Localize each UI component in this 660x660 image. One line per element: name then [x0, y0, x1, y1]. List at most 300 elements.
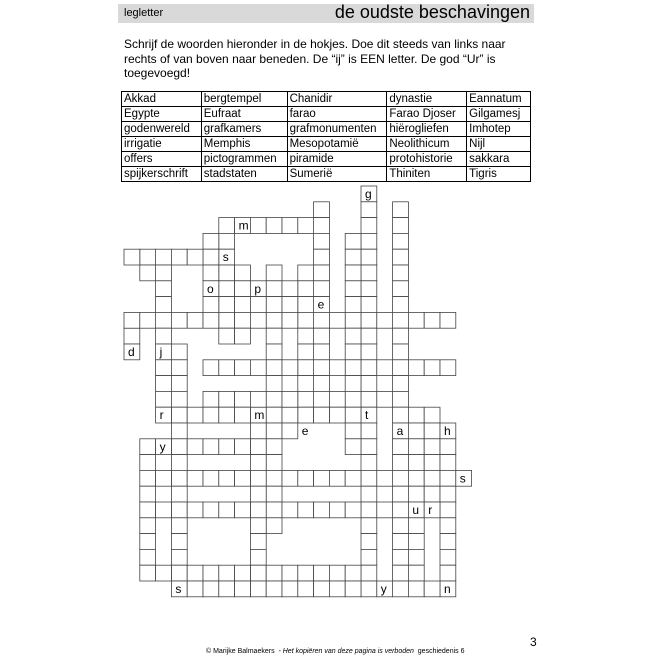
grid-cell[interactable] [345, 297, 361, 313]
grid-cell[interactable] [345, 265, 361, 281]
grid-cell[interactable] [345, 565, 361, 581]
grid-cell[interactable] [219, 439, 235, 455]
grid-cell[interactable] [203, 312, 219, 328]
grid-cell[interactable] [203, 233, 219, 249]
grid-cell[interactable] [171, 391, 187, 407]
grid-cell[interactable] [361, 328, 377, 344]
grid-cell[interactable] [345, 281, 361, 297]
grid-cell[interactable] [219, 470, 235, 486]
grid-cell[interactable] [235, 312, 251, 328]
grid-cell[interactable] [266, 407, 282, 423]
grid-cell[interactable] [377, 502, 393, 518]
grid-cell[interactable] [282, 581, 298, 597]
grid-cell[interactable] [298, 328, 314, 344]
grid-cell[interactable] [393, 328, 409, 344]
grid-cell[interactable] [298, 344, 314, 360]
grid-cell[interactable] [329, 391, 345, 407]
grid-cell[interactable] [393, 376, 409, 392]
grid-cell[interactable] [219, 502, 235, 518]
grid-cell[interactable] [266, 423, 282, 439]
grid-cell[interactable] [408, 439, 424, 455]
grid-cell[interactable] [345, 376, 361, 392]
grid-cell[interactable] [314, 391, 330, 407]
grid-cell[interactable] [266, 297, 282, 313]
grid-cell[interactable] [171, 486, 187, 502]
grid-cell[interactable] [250, 502, 266, 518]
grid-cell[interactable] [282, 565, 298, 581]
grid-cell[interactable] [361, 344, 377, 360]
grid-cell[interactable] [393, 549, 409, 565]
grid-cell[interactable] [124, 249, 140, 265]
grid-cell[interactable] [282, 391, 298, 407]
grid-cell[interactable] [235, 502, 251, 518]
grid-cell[interactable] [314, 281, 330, 297]
grid-letter: m [254, 408, 265, 423]
grid-cell[interactable] [171, 455, 187, 471]
grid-cell[interactable] [345, 581, 361, 597]
grid-cell[interactable] [250, 581, 266, 597]
grid-cell[interactable] [314, 376, 330, 392]
grid-cell[interactable] [329, 565, 345, 581]
grid-cell[interactable] [140, 312, 156, 328]
grid-cell[interactable] [219, 328, 235, 344]
grid-cell[interactable] [424, 455, 440, 471]
grid-cell[interactable] [156, 297, 172, 313]
grid-cell[interactable] [298, 470, 314, 486]
grid-cell[interactable] [361, 391, 377, 407]
grid-cell[interactable] [314, 344, 330, 360]
grid-letter: d [128, 345, 135, 359]
grid-cell[interactable] [361, 565, 377, 581]
grid-cell[interactable] [329, 470, 345, 486]
grid-cell[interactable] [266, 265, 282, 281]
grid-cell[interactable] [266, 328, 282, 344]
grid-cell[interactable] [393, 407, 409, 423]
grid-cell[interactable] [266, 518, 282, 534]
grid-cell[interactable] [393, 455, 409, 471]
grid-cell[interactable] [203, 502, 219, 518]
grid-cell[interactable] [187, 312, 203, 328]
grid-cell[interactable] [408, 407, 424, 423]
grid-cell[interactable] [219, 565, 235, 581]
grid-cell[interactable] [361, 233, 377, 249]
grid-cell[interactable] [266, 439, 282, 455]
grid-cell[interactable] [250, 565, 266, 581]
grid-cell[interactable] [361, 265, 377, 281]
grid-cell[interactable] [393, 233, 409, 249]
grid-cell[interactable] [345, 439, 361, 455]
grid-cell[interactable] [361, 502, 377, 518]
grid-cell[interactable] [314, 202, 330, 218]
grid-cell[interactable] [329, 407, 345, 423]
grid-cell[interactable] [329, 581, 345, 597]
grid-cell[interactable] [235, 297, 251, 313]
grid-cell[interactable] [298, 297, 314, 313]
grid-cell[interactable] [408, 486, 424, 502]
grid-cell[interactable] [266, 581, 282, 597]
grid-cell[interactable] [156, 344, 172, 360]
grid-cell[interactable] [203, 249, 219, 265]
grid-cell[interactable] [314, 407, 330, 423]
grid-cell[interactable] [393, 312, 409, 328]
grid-cell[interactable] [203, 565, 219, 581]
grid-cell[interactable] [314, 218, 330, 234]
grid-cell[interactable] [235, 328, 251, 344]
grid-cell[interactable] [250, 439, 266, 455]
grid-cell[interactable] [377, 312, 393, 328]
grid-cell[interactable] [187, 470, 203, 486]
grid-cell[interactable] [140, 549, 156, 565]
grid-cell[interactable] [361, 470, 377, 486]
grid-cell[interactable] [266, 455, 282, 471]
grid-cell[interactable] [440, 470, 456, 486]
grid-cell[interactable] [361, 249, 377, 265]
grid-cell[interactable] [203, 265, 219, 281]
grid-cell[interactable] [361, 439, 377, 455]
grid-cell[interactable] [440, 486, 456, 502]
grid-cell[interactable] [345, 312, 361, 328]
grid-cell[interactable] [124, 312, 140, 328]
grid-cell[interactable] [250, 218, 266, 234]
grid-cell[interactable] [266, 565, 282, 581]
grid-cell[interactable] [219, 281, 235, 297]
grid-cell[interactable] [282, 502, 298, 518]
grid-cell[interactable] [219, 218, 235, 234]
grid-cell[interactable] [440, 455, 456, 471]
grid-cell[interactable] [156, 565, 172, 581]
grid-cell[interactable] [440, 439, 456, 455]
grid-cell[interactable] [345, 423, 361, 439]
grid-cell[interactable] [314, 502, 330, 518]
grid-cell[interactable] [140, 439, 156, 455]
grid-cell[interactable] [424, 423, 440, 439]
grid-cell[interactable] [282, 297, 298, 313]
grid-cell[interactable] [235, 265, 251, 281]
grid-cell[interactable] [393, 486, 409, 502]
grid-cell[interactable] [408, 565, 424, 581]
grid-cell[interactable] [250, 455, 266, 471]
grid-cell[interactable] [393, 281, 409, 297]
grid-cell[interactable] [361, 455, 377, 471]
grid-cell[interactable] [171, 470, 187, 486]
grid-cell[interactable] [282, 281, 298, 297]
grid-cell[interactable] [393, 470, 409, 486]
grid-cell[interactable] [345, 233, 361, 249]
grid-cell[interactable] [266, 218, 282, 234]
grid-cell[interactable] [393, 581, 409, 597]
grid-cell[interactable] [282, 360, 298, 376]
grid-cell[interactable] [156, 265, 172, 281]
grid-cell[interactable] [203, 297, 219, 313]
grid-cell[interactable] [266, 281, 282, 297]
grid-cell[interactable] [329, 312, 345, 328]
grid-cell[interactable] [219, 360, 235, 376]
grid-cell[interactable] [298, 407, 314, 423]
grid-cell[interactable] [314, 265, 330, 281]
grid-cell[interactable] [250, 312, 266, 328]
grid-cell[interactable] [329, 502, 345, 518]
grid-cell[interactable] [361, 281, 377, 297]
grid-cell[interactable] [298, 265, 314, 281]
grid-cell[interactable] [440, 312, 456, 328]
grid-cell[interactable] [124, 328, 140, 344]
grid-cell[interactable] [219, 391, 235, 407]
grid-cell[interactable] [140, 534, 156, 550]
grid-cell[interactable] [250, 470, 266, 486]
grid-cell[interactable] [361, 534, 377, 550]
grid-cell[interactable] [361, 312, 377, 328]
grid-cell[interactable] [408, 360, 424, 376]
grid-cell[interactable] [156, 328, 172, 344]
grid-cell[interactable] [203, 581, 219, 597]
grid-cell[interactable] [440, 565, 456, 581]
grid-cell[interactable] [329, 360, 345, 376]
word-cell: farao [287, 107, 387, 122]
grid-cell[interactable] [203, 360, 219, 376]
grid-cell[interactable] [203, 407, 219, 423]
grid-cell[interactable] [408, 518, 424, 534]
grid-cell[interactable] [361, 360, 377, 376]
grid-cell[interactable] [298, 376, 314, 392]
footer-notice: - Het kopiëren van deze pagina is verboden [278, 648, 414, 655]
grid-cell[interactable] [408, 549, 424, 565]
word-cell: sakkara [467, 152, 531, 167]
grid-cell[interactable] [156, 312, 172, 328]
grid-cell[interactable] [345, 344, 361, 360]
grid-cell[interactable] [377, 360, 393, 376]
grid-cell[interactable] [156, 502, 172, 518]
grid-cell[interactable] [235, 439, 251, 455]
grid-cell[interactable] [140, 265, 156, 281]
grid-cell[interactable] [171, 423, 187, 439]
grid-letter: a [396, 424, 404, 438]
grid-cell[interactable] [140, 249, 156, 265]
grid-cell[interactable] [298, 581, 314, 597]
grid-cell[interactable] [282, 470, 298, 486]
grid-cell[interactable] [140, 502, 156, 518]
grid-cell[interactable] [140, 455, 156, 471]
grid-cell[interactable] [266, 486, 282, 502]
grid-cell[interactable] [171, 360, 187, 376]
grid-cell[interactable] [266, 470, 282, 486]
grid-cell[interactable] [345, 360, 361, 376]
grid-cell[interactable] [187, 439, 203, 455]
grid-cell[interactable] [250, 549, 266, 565]
grid-cell[interactable] [424, 407, 440, 423]
grid-cell[interactable] [314, 581, 330, 597]
grid-cell[interactable] [171, 407, 187, 423]
grid-cell[interactable] [361, 423, 377, 439]
grid-cell[interactable] [424, 360, 440, 376]
grid-cell[interactable] [393, 249, 409, 265]
grid-cell[interactable] [424, 470, 440, 486]
grid-cell[interactable] [314, 312, 330, 328]
grid-cell[interactable] [235, 581, 251, 597]
grid-cell[interactable] [408, 534, 424, 550]
grid-cell[interactable] [314, 470, 330, 486]
grid-cell[interactable] [361, 297, 377, 313]
grid-cell[interactable] [361, 581, 377, 597]
grid-cell[interactable] [250, 391, 266, 407]
grid-cell[interactable] [235, 407, 251, 423]
grid-cell[interactable] [393, 518, 409, 534]
grid-cell[interactable] [298, 565, 314, 581]
grid-cell[interactable] [345, 249, 361, 265]
grid-cell[interactable] [314, 565, 330, 581]
grid-cell[interactable] [440, 549, 456, 565]
grid-cell[interactable] [266, 360, 282, 376]
grid-cell[interactable] [235, 565, 251, 581]
grid-cell[interactable] [203, 439, 219, 455]
grid-cell[interactable] [408, 455, 424, 471]
grid-cell[interactable] [440, 360, 456, 376]
grid-cell[interactable] [219, 581, 235, 597]
word-cell: offers [122, 152, 202, 167]
grid-cell[interactable] [440, 518, 456, 534]
grid-cell[interactable] [298, 312, 314, 328]
grid-cell[interactable] [171, 565, 187, 581]
word-cell: Sumerië [287, 167, 387, 182]
grid-cell[interactable] [361, 376, 377, 392]
grid-cell[interactable] [156, 360, 172, 376]
grid-cell[interactable] [266, 376, 282, 392]
grid-cell[interactable] [219, 265, 235, 281]
grid-letter: s [459, 471, 466, 486]
grid-cell[interactable] [408, 312, 424, 328]
grid-cell[interactable] [408, 581, 424, 597]
grid-cell[interactable] [393, 534, 409, 550]
grid-cell[interactable] [282, 407, 298, 423]
grid-cell[interactable] [393, 218, 409, 234]
grid-cell[interactable] [156, 470, 172, 486]
grid-cell[interactable] [298, 281, 314, 297]
grid-cell[interactable] [171, 376, 187, 392]
grid-cell[interactable] [250, 423, 266, 439]
grid-cell[interactable] [314, 249, 330, 265]
grid-cell[interactable] [235, 470, 251, 486]
grid-cell[interactable] [393, 202, 409, 218]
grid-cell[interactable] [393, 360, 409, 376]
grid-letter: o [207, 281, 214, 296]
grid-cell[interactable] [361, 202, 377, 218]
grid-cell[interactable] [250, 486, 266, 502]
grid-cell[interactable] [266, 502, 282, 518]
grid-cell[interactable] [282, 312, 298, 328]
grid-cell[interactable] [219, 297, 235, 313]
grid-cell[interactable] [345, 328, 361, 344]
grid-cell[interactable] [140, 565, 156, 581]
grid-cell[interactable] [171, 344, 187, 360]
grid-cell[interactable] [393, 391, 409, 407]
grid-cell[interactable] [219, 312, 235, 328]
grid-cell[interactable] [377, 391, 393, 407]
grid-cell[interactable] [424, 486, 440, 502]
grid-cell[interactable] [235, 360, 251, 376]
grid-cell[interactable] [393, 344, 409, 360]
grid-cell[interactable] [440, 534, 456, 550]
grid-cell[interactable] [424, 439, 440, 455]
grid-cell[interactable] [140, 518, 156, 534]
grid-cell[interactable] [314, 360, 330, 376]
grid-cell[interactable] [266, 344, 282, 360]
grid-cell[interactable] [187, 581, 203, 597]
grid-cell[interactable] [250, 360, 266, 376]
grid-cell[interactable] [393, 565, 409, 581]
grid-cell[interactable] [361, 486, 377, 502]
grid-cell[interactable] [393, 502, 409, 518]
grid-cell[interactable] [266, 391, 282, 407]
grid-cell[interactable] [440, 502, 456, 518]
grid-cell[interactable] [282, 423, 298, 439]
grid-cell[interactable] [361, 218, 377, 234]
grid-cell[interactable] [171, 534, 187, 550]
grid-cell[interactable] [171, 439, 187, 455]
grid-cell[interactable] [282, 218, 298, 234]
grid-letter: h [444, 424, 451, 438]
grid-cell[interactable] [140, 470, 156, 486]
grid-cell[interactable] [393, 265, 409, 281]
grid-cell[interactable] [219, 233, 235, 249]
grid-cell[interactable] [171, 502, 187, 518]
grid-cell[interactable] [140, 486, 156, 502]
grid-cell[interactable] [203, 470, 219, 486]
grid-cell[interactable] [408, 423, 424, 439]
grid-cell[interactable] [345, 391, 361, 407]
grid-cell[interactable] [424, 581, 440, 597]
grid-cell[interactable] [171, 518, 187, 534]
grid-cell[interactable] [361, 407, 377, 423]
grid-cell[interactable] [156, 249, 172, 265]
grid-cell[interactable] [298, 502, 314, 518]
word-cell: Thiniten [387, 167, 467, 182]
grid-cell[interactable] [250, 297, 266, 313]
grid-cell[interactable] [298, 391, 314, 407]
grid-cell[interactable] [187, 565, 203, 581]
grid-cell[interactable] [171, 249, 187, 265]
grid-cell[interactable] [314, 233, 330, 249]
grid-cell[interactable] [298, 218, 314, 234]
grid-cell[interactable] [156, 281, 172, 297]
grid-cell[interactable] [156, 376, 172, 392]
grid-cell[interactable] [345, 407, 361, 423]
grid-cell[interactable] [235, 281, 251, 297]
grid-cell[interactable] [424, 312, 440, 328]
grid-cell[interactable] [250, 534, 266, 550]
grid-cell[interactable] [298, 360, 314, 376]
grid-cell[interactable] [187, 502, 203, 518]
grid-cell[interactable] [235, 391, 251, 407]
grid-cell[interactable] [345, 502, 361, 518]
grid-cell[interactable] [219, 407, 235, 423]
grid-cell[interactable] [266, 312, 282, 328]
grid-cell[interactable] [361, 518, 377, 534]
grid-cell[interactable] [393, 297, 409, 313]
grid-cell[interactable] [250, 518, 266, 534]
grid-cell[interactable] [156, 391, 172, 407]
grid-cell[interactable] [187, 407, 203, 423]
grid-cell[interactable] [171, 549, 187, 565]
grid-cell[interactable] [361, 549, 377, 565]
header-title: de oudste beschavingen [334, 2, 530, 22]
grid-cell[interactable] [377, 470, 393, 486]
grid-cell[interactable] [345, 470, 361, 486]
grid-cell[interactable] [393, 439, 409, 455]
grid-cell[interactable] [408, 470, 424, 486]
grid-cell[interactable] [203, 391, 219, 407]
grid-cell[interactable] [171, 312, 187, 328]
grid-cell[interactable] [314, 328, 330, 344]
grid-cell[interactable] [187, 249, 203, 265]
